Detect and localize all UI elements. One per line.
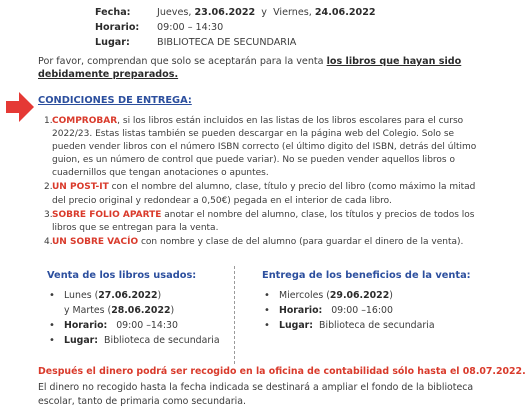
bullet-icon: • — [264, 320, 270, 331]
sale-day2-date: 28.06.2022 — [111, 305, 171, 316]
collection-deadline: Después el dinero podrá ser recogido en la oficina de contabilidad sólo hasta el 08.07.2022. — [38, 366, 526, 377]
sale-day1-suffix: ) — [157, 290, 162, 301]
preparation-note — [38, 55, 468, 81]
horario-label: Horario: — [95, 22, 140, 33]
condition-text: con el nombre del alumno, clase, título y precio del libro (como máximo la mitad del precio original y redondear a 0,50€) pegada en el interior de cada libro. — [52, 182, 476, 206]
condition-number: 4. — [44, 236, 53, 247]
sale-horario-label: Horario: — [64, 320, 108, 331]
fecha-day1: 23.06.2022 — [194, 7, 256, 18]
sale-day2-suffix: ) — [170, 305, 175, 316]
sale-day2-prefix: y Martes ( — [64, 305, 112, 316]
condition-text: , si los libros están incluidos en las listas de los libros escolares para el curso 2022/23. Estas listas también se pueden descargar en la página web del Colegio. Solo se pueden vender libros con el número ISBN correcto (el último digito del ISBN, detrás del último guion, es un número de control que puede variar). No se pueden vender aquellos libros o cuadernillos que tengan anotaciones o apuntes. — [52, 116, 477, 179]
condition-keyword: SOBRE FOLIO APARTE — [52, 209, 162, 220]
sale-day2 — [64, 303, 174, 318]
column-divider — [234, 266, 235, 364]
bullet-icon: • — [49, 290, 55, 301]
sale-title: Venta de los libros usados: — [47, 270, 197, 281]
fecha-label: Fecha: — [95, 7, 131, 18]
sale-lugar-value: Biblioteca de secundaria — [104, 335, 220, 346]
bullet-icon: • — [264, 305, 270, 316]
proceeds-horario — [279, 303, 393, 318]
sale-day1 — [64, 288, 161, 303]
horario-value: 09:00 – 14:30 — [157, 22, 224, 33]
condition-number: 3. — [44, 209, 53, 220]
proceeds-horario-value: 09:00 –16:00 — [331, 305, 393, 316]
horario-row — [0, 21, 495, 34]
condition-item — [44, 209, 477, 235]
condition-item — [44, 115, 477, 180]
condition-text: anotar el nombre del alumno, clase, los títulos y precios de todos los libros que se entregan para la venta. — [52, 209, 475, 233]
proceeds-horario-label: Horario: — [279, 305, 323, 316]
condition-keyword: COMPROBAR — [52, 116, 118, 126]
lugar-label: Lugar: — [95, 37, 130, 48]
bullet-icon: • — [49, 335, 55, 346]
proceeds-title: Entrega de los beneficios de la venta: — [262, 270, 471, 281]
fecha-day2: 24.06.2022 — [314, 7, 376, 18]
lugar-value: BIBLIOTECA DE SECUNDARIA — [157, 37, 297, 48]
proceeds-day — [279, 288, 393, 303]
sale-details — [47, 288, 227, 358]
condition-item — [44, 236, 477, 249]
lugar-row — [0, 36, 495, 49]
fecha-value — [157, 6, 376, 19]
sale-lugar-label: Lugar: — [64, 335, 99, 346]
condition-keyword: UN SOBRE VACÍO — [52, 236, 139, 247]
sale-lugar — [64, 333, 220, 348]
sale-day1-date: 27.06.2022 — [98, 290, 158, 301]
proceeds-day-date: 29.06.2022 — [329, 290, 390, 301]
unclaimed-money-note: El dinero no recogido hasta la fecha indicada se destinará a ampliar el fondo de la biblioteca escolar, tanto de primaria como secundaria. — [38, 382, 474, 407]
proceeds-details — [262, 288, 487, 343]
conditions-title: CONDICIONES DE ENTREGA: — [38, 95, 192, 106]
proceeds-lugar-value: Biblioteca de secundaria — [319, 320, 435, 331]
fecha-mid: y Viernes, — [255, 7, 315, 18]
sale-day1-prefix: Lunes ( — [64, 290, 99, 301]
right-arrow-icon — [6, 92, 34, 122]
condition-text: con nombre y clase de del alumno (para guardar el dinero de la venta). — [138, 236, 464, 247]
condition-number: 1. — [44, 116, 53, 126]
proceeds-day-prefix: Miercoles ( — [279, 290, 330, 301]
bullet-icon: • — [49, 320, 55, 331]
note-text: Por favor, comprendan que solo se aceptarán para la venta — [38, 56, 327, 67]
sale-horario-value: 09:00 –14:30 — [116, 320, 178, 331]
fecha-row — [0, 6, 495, 19]
sale-horario — [64, 318, 178, 333]
fecha-day1-prefix: Jueves, — [157, 7, 195, 18]
condition-keyword: UN POST-IT — [52, 182, 109, 193]
conditions-list — [44, 115, 477, 249]
condition-item — [44, 181, 477, 207]
bullet-icon: • — [264, 290, 270, 301]
proceeds-day-suffix: ) — [389, 290, 393, 301]
condition-number: 2. — [44, 182, 53, 193]
proceeds-lugar-label: Lugar: — [279, 320, 314, 331]
proceeds-lugar — [279, 318, 435, 333]
note-emphasis: los libros que hayan sido debidamente preparados. — [38, 56, 462, 80]
